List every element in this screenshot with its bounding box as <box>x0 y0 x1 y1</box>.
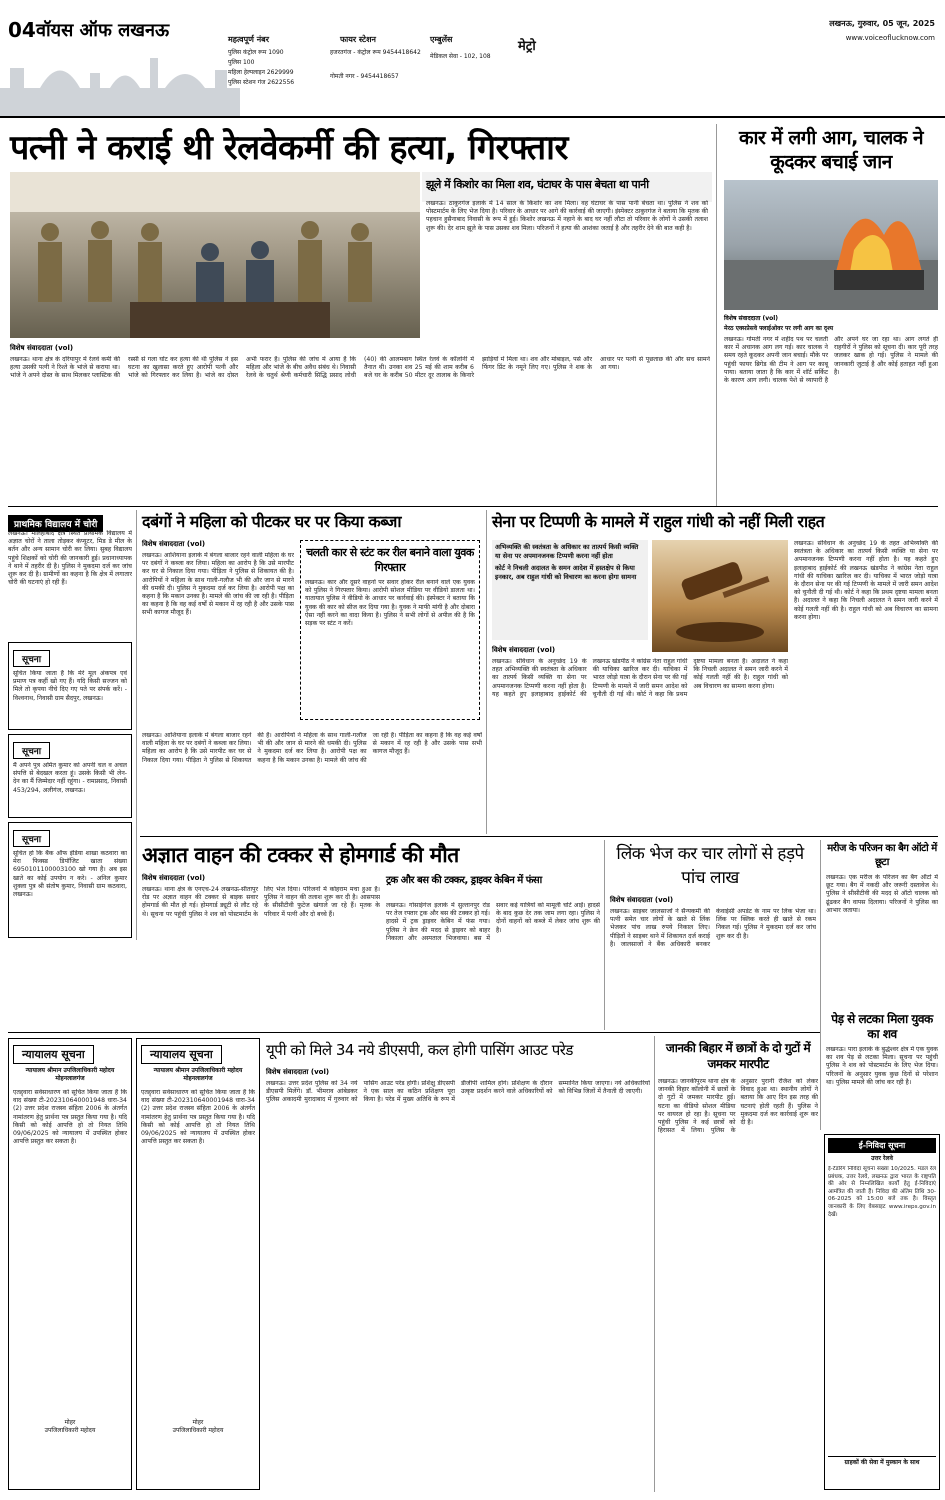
car-fire-caption: मेरठ एक्सप्रेसवे फ्लाईओवर पर लगी आग का दृश्य <box>724 325 834 332</box>
patient-body: लखनऊ। एक मरीज के परिजन का बैग ऑटो में छूट गया। बैग में नकदी और जरूरी दस्तावेज थे। पुलिस ने सीसीटीवी की मदद से ऑटो चालक को ढूंढकर बैग वापस दिलाया। परिजनों ने पुलिस का आभार जताया। <box>826 874 938 914</box>
important-number-2: महिला हेल्पलाइन 2629999 <box>228 69 294 76</box>
rahul-body: लखनऊ। संविधान के अनुच्छेद 19 के तहत अभिव्यक्ति की स्वतंत्रता के अधिकार का तात्पर्य किसी व्यक्ति या सेना पर अपमानजनक टिप्पणी करना नहीं होता है। यह कहते हुए इलाहाबाद हाईकोर्ट की लखनऊ खंडपीठ ने कांग्रेस नेता राहुल गांधी की याचिका खारिज कर दी। याचिका में भारत जोड़ो यात्रा के दौरान सेना पर की गई टिप्पणी के मामले में जारी समन आदेश को चुनौती दी गई थी। कोर्ट ने कहा कि प्रथम दृष्टया मामला बनता है। अदालत ने कहा कि निचली अदालत ने समन जारी करने में कोई गलती नहीं की है। राहुल गांधी को अब विचारण का सामना करना होगा। <box>492 658 788 698</box>
legal-notice-1 <box>136 1038 260 1490</box>
page-number: 04 <box>8 18 36 42</box>
legal-notice-0 <box>8 1038 132 1490</box>
homeguard-body: लखनऊ। थाना क्षेत्र के एनएच-24 लखनऊ-सीतापुर रोड पर अज्ञात वाहन की टक्कर से बाइक सवार होमगार्ड की मौत हो गई। होमगार्ड ड्यूटी से लौट रहे थे। सूचना पर पहुंची पुलिस ने शव को पोस्टमार्टम के लिए भेज दिया। परिजनों में कोहराम मचा हुआ है। पुलिस ने वाहन की तलाश शुरू कर दी है। आसपास के सीसीटीवी फुटेज खंगाले जा रहे हैं। मृतक के परिवार में पत्नी और दो बच्चे हैं। <box>142 886 380 918</box>
tender-box <box>824 1134 940 1490</box>
legal-notice-0-court: न्यायालय श्रीमान उपजिलाधिकारी महोदय मोहनलालगंज <box>25 1067 115 1082</box>
lead-body: लखनऊ। थाना क्षेत्र के दरियापुर में रेलवे कर्मी की हत्या उसकी पत्नी ने रिश्ते के भांजे से कराया था। भांजे ने अपने दोस्त के साथ मिलकर प्लास्टिक की रस्सी से गला घोंट कर हत्या की थी पुलिस ने इस घटना का खुलासा करते हुए आरोपी पत्नी और भांजे को गिरफ्तार कर लिया है। भांजे का दोस्त अभी फरार है। पुलिस की जांच में आया है कि महिला और भांजे के बीच अवैध संबंध थे। निवासी रेलवे के चतुर्थ श्रेणी कर्मचारी सिद्धि प्रसाद लोधी (40) की आलमबाग स्थित रेलवे के कॉलोनी में तैनात थी। उनका शव 25 मई की शाम करीब 6 बजे घर के करीब 50 मीटर दूर तालाब के किनारे झाड़ियों में मिला था। शव और मोबाइल, पर्स और फिंगर प्रिंट के नमूने लिए गए। पुलिस ने शक के आधार पर पत्नी से पूछताछ की और सच सामने आ गया। <box>10 356 710 380</box>
truck-headline: ट्रक और बस की टक्कर, ड्राइवर केबिन में फंसा <box>386 875 542 886</box>
stunt-headline: चलती कार से स्टंट कर रील बनाने वाला युवक गिरफ्तार <box>306 546 474 574</box>
fire-number-1: गोमती नगर - 9454418657 <box>330 73 399 80</box>
rahul-bullets-box <box>492 540 648 640</box>
important-number-1: पुलिस 100 <box>228 59 255 66</box>
legal-notice-1-title: न्यायालय सूचना <box>141 1045 222 1064</box>
notice-1-body: मैं अपने पुत्र अमित कुमार को अपनी चल व अचल संपत्ति से बेदखल करता हूं। उसके किसी भी लेन-देन का मैं जिम्मेदार नहीं रहूंगा। - रामप्रसाद, निवासी 453/294, अलीगंज, लखनऊ। <box>13 762 127 794</box>
ambulance-number-0: मेडिकल सेवा - 102, 108 <box>430 53 491 60</box>
masthead <box>0 0 945 118</box>
paper-name: वॉयस ऑफ लखनऊ <box>36 20 170 41</box>
drowning-headline: झूले में किशोर का मिला शव, घंटाघर के पास बेचता था पानी <box>426 178 649 191</box>
notice-1-title: सूचना <box>13 742 50 759</box>
section-label: मेट्रो <box>518 39 536 54</box>
police-press-conference-photo <box>10 172 420 338</box>
important-number-0: पुलिस कंट्रोल रूम 1090 <box>228 49 284 56</box>
drowning-story-box <box>422 172 712 338</box>
notice-2 <box>8 822 132 938</box>
dabang-headline: दबंगों ने महिला को पीटकर घर पर किया कब्जा <box>142 512 402 531</box>
dsp-body: लखनऊ। उत्तर प्रदेश पुलिस को 34 नये डीएसपी मिलेंगे। डॉ. भीमराव आंबेडकर पुलिस अकादमी मुरादाबाद में गुरुवार को पासिंग आउट परेड होगी। प्रशिक्षु डीएसपी ने एक साल का कठिन प्रशिक्षण पूरा किया है। परेड में मुख्य अतिथि के रूप में डीजीपी शामिल होंगे। प्रशिक्षण के दौरान उत्कृष्ट प्रदर्शन करने वाले अधिकारियों को सम्मानित किया जाएगा। नये अधिकारियों को विभिन्न जिलों में तैनाती दी जाएगी। <box>266 1080 650 1104</box>
notice-2-body: सूचित हो कि बैंक ऑफ इंडिया शाखा कठवारा का मेरा फिक्स्ड डिपॉजिट खाता संख्या 6950101100003100 खो गया है। अब इस खाते का कोई उपयोग न करे। - अनिल कुमार शुक्ला पुत्र श्री संतोष कुमार, निवासी ग्राम कठवारा, लखनऊ। <box>13 850 127 899</box>
tender-title: ई-निविदा सूचना <box>828 1138 936 1153</box>
legal-notice-0-title: न्यायालय सूचना <box>13 1045 94 1064</box>
notice-2-title: सूचना <box>13 830 50 847</box>
homeguard-headline: अज्ञात वाहन की टक्कर से होमगार्ड की मौत <box>142 843 459 867</box>
important-number-3: पुलिस स्टेशन गंज 2622556 <box>228 79 295 86</box>
legal-notice-0-signature: मोहर <box>64 1419 76 1426</box>
rahul-bullet-0: अभिव्यक्ति की स्वतंत्रता के अधिकार का तात्पर्य किसी व्यक्ति या सेना पर अपमानजनक टिप्पणी करना नहीं होता <box>495 543 639 560</box>
stunt-box <box>300 540 480 720</box>
stunt-body: लखनऊ। कार और दूसरे वाहनों पर सवार होकर रील बनाने वाले एक युवक को पुलिस ने गिरफ्तार किया। आरोपी सोशल मीडिया पर वीडियो डालता था। यातायात पुलिस ने वीडियो के आधार पर कार्रवाई की। इंस्पेक्टर ने बताया कि युवक की कार को सीज कर दिया गया है। युवक ने माफी मांगी है और दोबारा ऐसा नहीं करने का वादा किया है। पुलिस ने सभी लोगों से अपील की है कि सड़क पर स्टंट न करें। <box>305 579 475 628</box>
dabang-body: लखनऊ। आशियाना इलाके में बंगला बाजार रहने वाली महिला के घर पर दबंगों ने कब्जा कर लिया। महिला का आरोप है कि उसे मारपीट कर घर से निकाल दिया गया। पीड़िता ने पुलिस से शिकायत की है। आरोपियों ने महिला के साथ गाली-गलौज भी की और जान से मारने की धमकी दी। पुलिस ने मुकदमा दर्ज कर लिया है। आरोपी पक्ष का कहना है कि मकान उनका है। मामले की जांच की जा रही है। पीड़िता का कहना है कि वह कई वर्षों से मकान में रह रही है और उसके पास सभी कागज मौजूद हैं। <box>142 552 294 617</box>
tender-body: ई-टेंडरिंग निविदा सूचना संख्या 10/2025. मंडल रेल प्रबंधक, उत्तर रेलवे, लखनऊ द्वारा भारत के राष्ट्रपति की ओर से निम्नलिखित कार्यों हेतु ई-निविदाएं आमंत्रित की जाती हैं। निविदा की अंतिम तिथि 30-06-2025 को 15:00 बजे तक है। विस्तृत जानकारी के लिए वेबसाइट www.ireps.gov.in देखें। <box>828 1166 936 1218</box>
rahul-headline: सेना पर टिप्पणी के मामले में राहुल गांधी को नहीं मिली राहत <box>492 512 825 531</box>
lucknow-skyline-icon <box>0 48 240 116</box>
hanging-body: लखनऊ। पारा इलाके के बुद्धेश्वर क्षेत्र में एक युवक का शव पेड़ से लटका मिला। सूचना पर पहुंची पुलिस ने शव को पोस्टमार्टम के लिए भेज दिया। परिजनों के अनुसार युवक कुछ दिनों से परेशान था। पुलिस मामले की जांच कर रही है। <box>826 1046 938 1086</box>
important-numbers-title: महत्वपूर्ण नंबर <box>228 35 269 44</box>
homeguard-byline: विशेष संवाददाता (vol) <box>142 874 206 882</box>
notice-0-title: सूचना <box>13 650 50 667</box>
primary-school-title-box <box>8 512 132 532</box>
notice-1 <box>8 734 132 818</box>
patient-headline: मरीज के परिजन का बैग ऑटो में छूटा <box>827 843 937 868</box>
fire-station-title: फायर स्टेशन <box>340 35 376 44</box>
legal-notice-0-signatory: उपजिलाधिकारी महोदय <box>44 1427 96 1434</box>
rahul-bullet-1: कोर्ट ने निचली अदालत के समन आदेश में हस्तक्षेप से किया इनकार, अब राहुल गांधी को विचारण का करना होगा सामना <box>495 564 637 581</box>
fire-number-0: हजरतगंज - कंट्रोल रूम 9454418642 <box>330 49 421 56</box>
legal-notice-0-body: एतद्द्वारा सर्वसाधारण को सूचित किया जाता है कि वाद संख्या टी-202310640001948 धारा-34 (2) उत्तर प्रदेश राजस्व संहिता 2006 के अंतर्गत नामांतरण हेतु प्रार्थना पत्र प्रस्तुत किया गया है। यदि किसी को कोई आपत्ति हो तो नियत तिथि 09/06/2025 को न्यायालय में उपस्थित होकर आपत्ति प्रस्तुत कर सकता है। <box>13 1089 127 1146</box>
notice-0-body: सूचित किया जाता है कि मेरे मूल अंकपत्र एवं प्रमाण पत्र कहीं खो गए हैं। यदि किसी सज्जन को मिले तो कृपया नीचे दिए गए पते पर संपर्क करें। - विश्वनाथ, निवासी ग्राम सैदपुर, लखनऊ। <box>13 670 127 702</box>
tender-footer: ग्राहकों की सेवा में मुस्कान के साथ <box>828 1456 936 1467</box>
legal-notice-1-signature: मोहर <box>192 1419 204 1426</box>
legal-notice-1-court: न्यायालय श्रीमान उपजिलाधिकारी महोदय मोहनलालगंज <box>153 1067 243 1082</box>
janki-headline: जानकी बिहार में छात्रों के दो गुटों में जमकर मारपीट <box>665 1041 811 1071</box>
hanging-headline: पेड़ से लटका मिला युवक का शव <box>831 1012 933 1041</box>
lead-byline: विशेष संवाददाता (vol) <box>10 344 74 352</box>
car-fire-headline: कार में लगी आग, चालक ने कूदकर बचाई जान <box>738 127 924 173</box>
tender-office: उत्तर रेलवे <box>871 1155 893 1162</box>
link-fraud-body: लखनऊ। साइबर जालसाजों ने सैन्यकर्मी की पत्नी समेत चार लोगों के खाते से लिंक भेजकर पांच लाख रुपये निकाल लिए। पीड़ितों ने साइबर थाने में शिकायत दर्ज कराई है। जालसाजों ने बैंक अधिकारी बनकर केवाईसी अपडेट के नाम पर लिंक भेजा था। लिंक पर क्लिक करते ही खाते से रकम निकल गई। पुलिस ने मुकदमा दर्ज कर जांच शुरू कर दी है। <box>610 908 816 948</box>
legal-notice-1-signatory: उपजिलाधिकारी महोदय <box>172 1427 224 1434</box>
car-fire-byline: विशेष संवाददाता (vol) <box>724 315 779 322</box>
burning-car-photo <box>724 180 938 310</box>
judge-gavel-photo <box>652 540 788 652</box>
car-fire-body: लखनऊ। गोमती नगर में शहीद पथ पर चलती कार में अचानक आग लग गई। कार चालक ने समय रहते कूदकर अपनी जान बचाई। मौके पर पहुंची फायर ब्रिगेड की टीम ने आग पर काबू पाया। बताया जाता है कि कार में शॉर्ट सर्किट के कारण आग लगी। चालक पेशे से व्यापारी है और अपने घर जा रहा था। आग लगते ही राहगीरों ने पुलिस को सूचना दी। कार पूरी तरह जलकर खाक हो गई। पुलिस ने मामले की जानकारी जुटाई है और कोई हताहत नहीं हुआ है। <box>724 336 938 385</box>
dsp-byline: विशेष संवाददाता (vol) <box>266 1068 330 1076</box>
lead-headline: पत्नी ने कराई थी रेलवेकर्मी की हत्या, गिरफ्तार <box>10 128 568 168</box>
truck-body: लखनऊ। गोसाईगंज इलाके में सुल्तानपुर रोड पर तेज रफ्तार ट्रक और बस की टक्कर हो गई। हादसे में ट्रक ड्राइवर केबिन में फंस गया। पुलिस ने क्रेन की मदद से ड्राइवर को बाहर निकाला और अस्पताल भिजवाया। बस में सवार कई यात्रियों को मामूली चोटें आईं। हादसे के बाद कुछ देर तक जाम लगा रहा। पुलिस ने दोनों वाहनों को कब्जे में लेकर जांच शुरू की है। <box>386 902 600 942</box>
date-line: लखनऊ, गुरुवार, 05 जून, 2025 <box>829 19 935 28</box>
website[interactable]: www.voiceoflucknow.com <box>845 34 935 42</box>
ambulance-title: एम्बुलेंस <box>430 35 453 44</box>
link-fraud-headline: लिंक भेज कर चार लोगों से हड़पे पांच लाख <box>616 844 804 888</box>
janki-body: लखनऊ। जानकीपुरम थाना क्षेत्र के जानकी विहार कॉलोनी में छात्रों के दो गुटों में जमकर मारपीट हुई। घटना का वीडियो सोशल मीडिया पर वायरल हो रहा है। सूचना पर पहुंची पुलिस ने कई छात्रों को हिरासत में लिया। पुलिस के अनुसार पुरानी रंजिश को लेकर विवाद हुआ था। स्थानीय लोगों ने बताया कि आए दिन इस तरह की घटनाएं होती रहती हैं। पुलिस ने मुकदमा दर्ज कर कार्रवाई शुरू कर दी है। <box>658 1078 818 1135</box>
rahul-body-side: लखनऊ। संविधान के अनुच्छेद 19 के तहत अभिव्यक्ति की स्वतंत्रता के अधिकार का तात्पर्य किसी व्यक्ति या सेना पर अपमानजनक टिप्पणी करना नहीं होता है। यह कहते हुए इलाहाबाद हाईकोर्ट की लखनऊ खंडपीठ ने कांग्रेस नेता राहुल गांधी की याचिका खारिज कर दी। याचिका में भारत जोड़ो यात्रा के दौरान सेना पर की गई टिप्पणी के मामले में जारी समन आदेश को चुनौती दी गई थी। कोर्ट ने कहा कि प्रथम दृष्टया मामला बनता है। अदालत ने कहा कि निचली अदालत ने समन जारी करने में कोई गलती नहीं की है। राहुल गांधी को अब विचारण का सामना करना होगा। <box>794 540 938 621</box>
dsp-headline: यूपी को मिले 34 नये डीएसपी, कल होगी पासिंग आउट परेड <box>266 1041 573 1059</box>
primary-school-body: लखनऊ। मलिहाबाद क्षेत्र स्थित प्राथमिक विद्यालय में अज्ञात चोरों ने ताला तोड़कर कंप्यूटर, मिड डे मील के बर्तन और अन्य सामान चोरी कर लिया। सुबह विद्यालय पहुंचे शिक्षकों को चोरी की जानकारी हुई। प्रधानाध्यापक ने थाने में तहरीर दी है। पुलिस ने मुकदमा दर्ज कर जांच शुरू कर दी है। ग्रामीणों का कहना है कि क्षेत्र में लगातार चोरी की घटनाएं हो रही हैं। <box>8 530 132 587</box>
rahul-byline: विशेष संवाददाता (vol) <box>492 646 556 654</box>
primary-school-headline: प्राथमिक विद्यालय में चोरी <box>8 515 103 532</box>
dabang-body-continued: लखनऊ। आशियाना इलाके में बंगला बाजार रहने वाली महिला के घर पर दबंगों ने कब्जा कर लिया। महिला का आरोप है कि उसे मारपीट कर घर से निकाल दिया गया। पीड़िता ने पुलिस से शिकायत की है। आरोपियों ने महिला के साथ गाली-गलौज भी की और जान से मारने की धमकी दी। पुलिस ने मुकदमा दर्ज कर लिया है। आरोपी पक्ष का कहना है कि मकान उनका है। मामले की जांच की जा रही है। पीड़िता का कहना है कि वह कई वर्षों से मकान में रह रही है और उसके पास सभी कागज मौजूद हैं। <box>142 732 482 764</box>
link-fraud-byline: विशेष संवाददाता (vol) <box>610 896 674 904</box>
drowning-body: लखनऊ। ठाकुरगंज इलाके में 14 साल के किशोर का शव मिला। वह घंटाघर के पास पानी बेचता था। पुलिस ने शव को पोस्टमार्टम के लिए भेज दिया है। परिवार के आधार पर आगे की कार्रवाई की जाएगी। इंस्पेक्टर ठाकुरगंज ने बताया कि मृतक की पहचान हुसैनाबाद निवासी के रूप में हुई। किशोर लखनऊ में नहाने के बाद घर नहीं लौटा तो परिवार के लोगों ने उसकी तलाश शुरू की। देर शाम झूले के पास उसका शव मिला। परिजनों ने हत्या की आशंका जताई है और तहरीर देने की बात कही है। <box>426 200 708 232</box>
dabang-byline: विशेष संवाददाता (vol) <box>142 540 206 548</box>
legal-notice-1-body: एतद्द्वारा सर्वसाधारण को सूचित किया जाता है कि वाद संख्या टी-202310640001948 धारा-34 (2) उत्तर प्रदेश राजस्व संहिता 2006 के अंतर्गत नामांतरण हेतु प्रार्थना पत्र प्रस्तुत किया गया है। यदि किसी को कोई आपत्ति हो तो नियत तिथि 09/06/2025 को न्यायालय में उपस्थित होकर आपत्ति प्रस्तुत कर सकता है। <box>141 1089 255 1146</box>
notice-0 <box>8 642 132 730</box>
